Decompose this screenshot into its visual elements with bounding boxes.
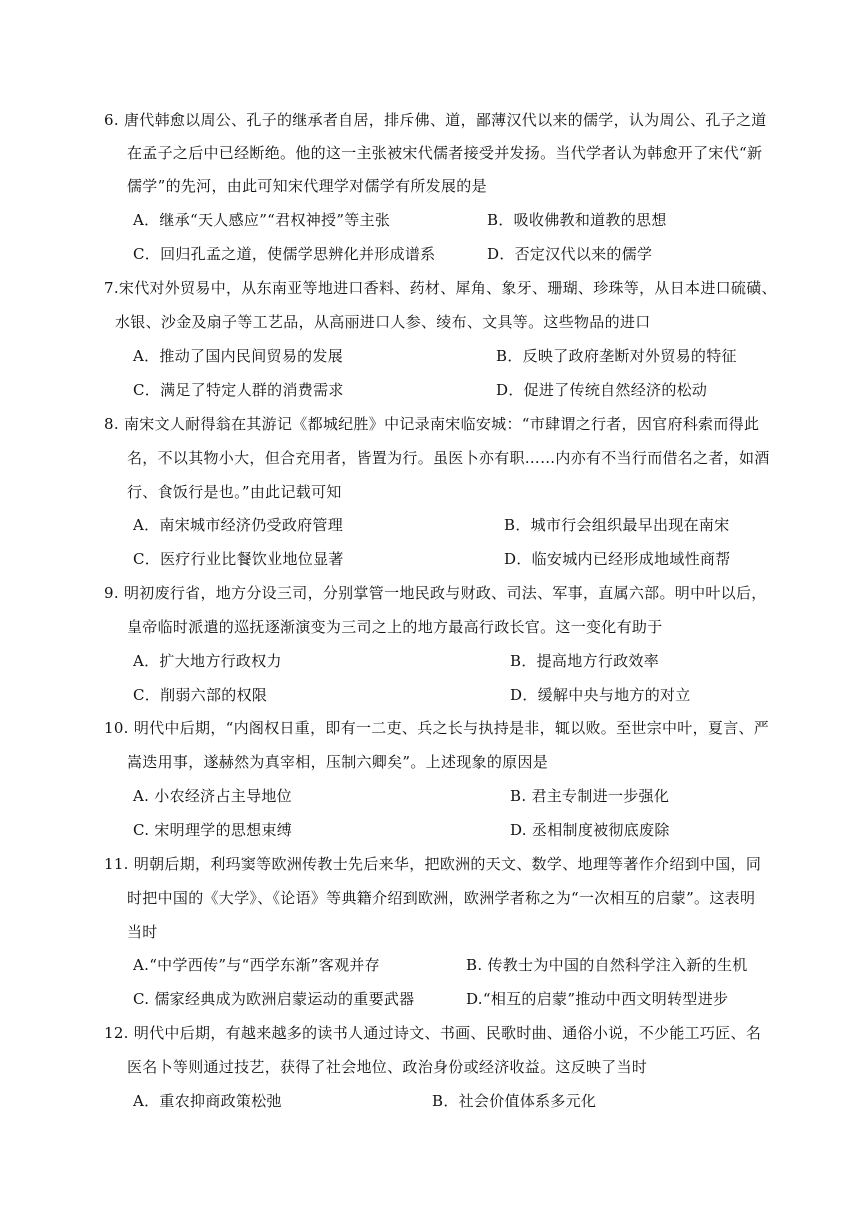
question-8-option-c: C．医疗行业比餐饮业地位显著: [133, 550, 344, 568]
question-11-option-a: A.“中学西传”与“西学东渐”客观并存: [133, 956, 380, 974]
question-8-option-a: A．南宋城市经济仍受政府管理: [133, 516, 344, 534]
question-11-line-3: 当时: [127, 923, 158, 941]
question-8-line-3: 行、食饭行是也。”由此记载可知: [127, 483, 342, 501]
question-11-option-b: B. 传教士为中国的自然科学注入新的生机: [466, 956, 748, 974]
question-9-option-d: D．缓解中央与地方的对立: [510, 686, 691, 704]
question-7-option-a: A．推动了国内民间贸易的发展: [133, 347, 344, 365]
question-10-option-c: C. 宋明理学的思想束缚: [133, 821, 293, 839]
question-9-line-2: 皇帝临时派遣的巡抚逐渐演变为三司之上的地方最高行政长官。这一变化有助于: [127, 618, 663, 636]
question-6-line-1: 6. 唐代韩愈以周公、孔子的继承者自居，排斥佛、道，鄙薄汉代以来的儒学，认为周公、孔子之道: [104, 111, 767, 129]
question-6-line-2: 在孟子之后中已经断绝。他的这一主张被宋代儒者接受并发扬。当代学者认为韩愈开了宋代“新: [127, 144, 763, 162]
question-8-line-1: 8. 南宋文人耐得翁在其游记《都城纪胜》中记录南宋临安城：“市肆谓之行者，因官府科索而得此: [104, 415, 760, 433]
question-11-option-c: C. 儒家经典成为欧洲启蒙运动的重要武器: [133, 990, 415, 1008]
question-7-option-d: D．促进了传统自然经济的松动: [496, 381, 708, 399]
question-7-option-c: C．满足了特定人群的消费需求: [133, 381, 344, 399]
question-11-line-2: 时把中国的《大学》、《论语》等典籍介绍到欧洲，欧洲学者称之为“一次相互的启蒙”。这表明: [127, 889, 756, 907]
question-7-line-1: 7.宋代对外贸易中，从东南亚等地进口香料、药材、犀角、象牙、珊瑚、珍珠等，从日本进口硫磺、: [104, 279, 777, 297]
question-12-option-b: B．社会价值体系多元化: [432, 1092, 597, 1110]
question-8-line-2: 名，不以其物小大，但合充用者，皆置为行。虽医卜亦有职……内亦有不当行而借名之者，如酒: [127, 449, 770, 467]
question-8-option-b: B．城市行会组织最早出现在南宋: [504, 516, 730, 534]
question-9-line-1: 9. 明初废行省，地方分设三司，分别掌管一地民政与财政、司法、军事，直属六部。明中叶以后，: [104, 584, 767, 602]
question-6-option-a: A．继承“天人感应”“君权神授”等主张: [133, 211, 391, 229]
question-9-option-b: B．提高地方行政效率: [510, 652, 660, 670]
question-11-option-d: D.“相互的启蒙”推动中西文明转型进步: [466, 990, 729, 1008]
question-11-line-1: 11. 明朝后期，利玛窦等欧洲传教士先后来华，把欧洲的天文、数学、地理等著作介绍到中国，同: [104, 855, 762, 873]
question-10-option-b: B. 君主专制进一步强化: [510, 787, 670, 805]
question-8-option-d: D．临安城内已经形成地域性商帮: [504, 550, 731, 568]
question-10-option-d: D. 丞相制度被彻底废除: [510, 821, 670, 839]
question-12-line-1: 12. 明代中后期，有越来越多的读书人通过诗文、书画、民歌时曲、通俗小说，不少能工巧匠、名: [104, 1024, 762, 1042]
question-9-option-a: A．扩大地方行政权力: [133, 652, 282, 670]
question-12-option-a: A．重农抑商政策松弛: [133, 1092, 282, 1110]
question-10-option-a: A. 小农经济占主导地位: [133, 787, 292, 805]
question-6-line-3: 儒学”的先河，由此可知宋代理学对儒学有所发展的是: [127, 177, 487, 195]
question-7-line-2: 水银、沙金及扇子等工艺品，从高丽进口人参、绫布、文具等。这些物品的进口: [115, 313, 651, 331]
question-10-line-1: 10. 明代中后期，“内阁权日重，即有一二吏、兵之长与执持是非，辄以败。至世宗中叶，夏言、严: [104, 719, 770, 737]
question-6-option-b: B．吸收佛教和道教的思想: [487, 211, 667, 229]
question-10-line-2: 嵩迭用事，遂赫然为真宰相，压制六卿矣”。上述现象的原因是: [127, 753, 549, 771]
question-6-option-d: D．否定汉代以来的儒学: [487, 245, 653, 263]
question-6-option-c: C．回归孔孟之道，使儒学思辨化并形成谱系: [133, 245, 436, 263]
question-12-line-2: 医名卜等则通过技艺，获得了社会地位、政治身份或经济收益。这反映了当时: [127, 1058, 648, 1076]
question-9-option-c: C．削弱六部的权限: [133, 686, 268, 704]
question-7-option-b: B．反映了政府垄断对外贸易的特征: [496, 347, 737, 365]
